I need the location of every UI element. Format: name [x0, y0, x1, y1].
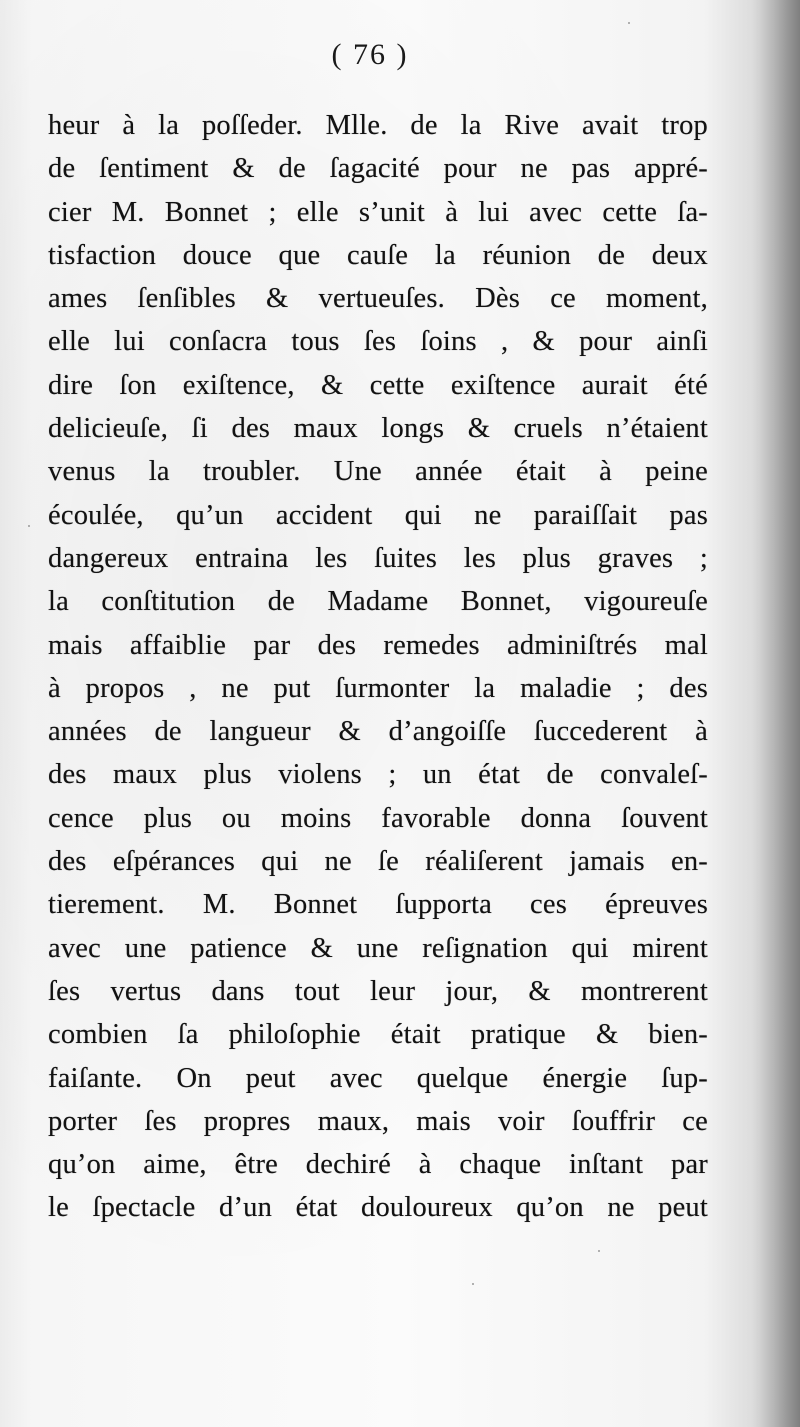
paper-speck: [598, 1250, 600, 1252]
text-line: ames ſenſibles & vertueuſes. Dès ce moment,: [48, 283, 708, 315]
body-text: [48, 104, 708, 1230]
text-line: écoulée, qu’un accident qui ne paraiſſait pas: [48, 499, 708, 531]
text-line: des maux plus violens ; un état de convaleſ-: [48, 759, 708, 791]
text-line: faiſante. On peut avec quelque énergie ſup-: [48, 1062, 708, 1094]
text-line: dangereux entraina les ſuites les plus graves ;: [48, 542, 708, 574]
text-line: combien ſa philoſophie était pratique & bien-: [48, 1019, 708, 1051]
paper-speck: [472, 1283, 474, 1285]
text-line: années de langueur & d’angoiſſe ſuccederent à: [48, 716, 708, 748]
text-line: elle lui conſacra tous ſes ſoins , & pour ainſi: [48, 326, 708, 358]
text-line: dire ſon exiſtence, & cette exiſtence aurait été: [48, 369, 708, 401]
text-line: de ſentiment & de ſagacité pour ne pas appré-: [48, 153, 708, 185]
text-line: cier M. Bonnet ; elle s’unit à lui avec cette ſa-: [48, 196, 708, 228]
text-line: des eſpérances qui ne ſe réaliſerent jamais en-: [48, 846, 708, 878]
text-line: tierement. M. Bonnet ſupporta ces épreuves: [48, 889, 708, 921]
text-line: tisfaction douce que cauſe la réunion de deux: [48, 239, 708, 271]
paper-speck: [628, 22, 630, 24]
text-line: venus la troubler. Une année était à peine: [48, 456, 708, 488]
text-line: heur à la poſſeder. Mlle. de la Rive avait trop: [48, 110, 708, 141]
spine-shadow: [752, 0, 800, 1427]
text-line: avec une patience & une reſignation qui mirent: [48, 932, 708, 964]
text-line: porter ſes propres maux, mais voir ſouffrir ce: [48, 1105, 708, 1137]
text-line: delicieuſe, ſi des maux longs & cruels n’étaient: [48, 413, 708, 445]
paper-speck: [28, 525, 30, 527]
text-line: cence plus ou moins favorable donna ſouvent: [48, 802, 708, 834]
text-line: le ſpectacle d’un état douloureux qu’on ne peut: [48, 1192, 708, 1224]
text-line: la conſtitution de Madame Bonnet, vigoureuſe: [48, 586, 708, 618]
text-line: ſes vertus dans tout leur jour, & montrerent: [48, 975, 708, 1007]
text-line: mais affaiblie par des remedes adminiſtrés mal: [48, 629, 708, 661]
text-line: à propos , ne put ſurmonter la maladie ; des: [48, 672, 708, 704]
text-line: qu’on aime, être dechiré à chaque inſtant par: [48, 1149, 708, 1181]
page-number: ( 76 ): [331, 38, 409, 71]
